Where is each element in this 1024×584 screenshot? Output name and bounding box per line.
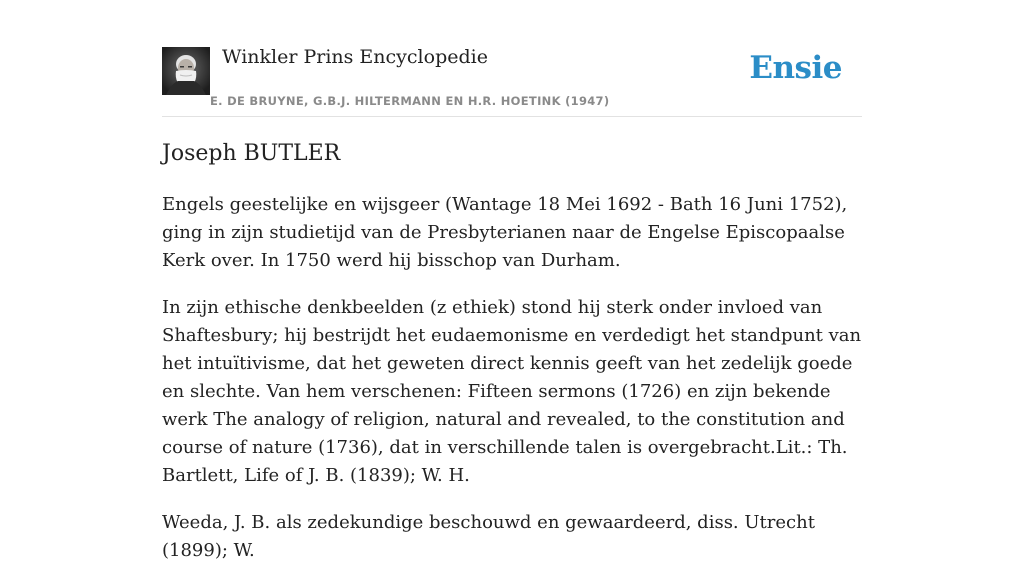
bearded-man-portrait-icon[interactable] (162, 47, 210, 95)
article-title: Joseph BUTLER (162, 141, 341, 166)
article-paragraph: Weeda, J. B. als zedekundige beschouwd en gewaardeerd, diss. Utrecht (1899); W. (162, 512, 815, 561)
ensie-logo-link[interactable]: Ensie (749, 50, 842, 86)
article-body (162, 138, 864, 584)
article-paragraph: Engels geestelijke en wijsgeer (Wantage 18 Mei 1692 - Bath 16 Juni 1752), ging in zijn studietijd van de Presbyterianen naar de Engelse Episcopaalse Kerk over. In 1750 werd hij bisschop van Durham. (162, 194, 848, 271)
article-paragraph: In zijn ethische denkbeelden (z ethiek) stond hij sterk onder invloed van Shaftesbury; hij bestrijdt het eudaemonisme en verdedigt het standpunt van het intuïtivisme, dat het geweten direct kennis geeft van het zedelijk goede en slechte. Van hem verschenen: Fifteen sermons (1726) en zijn bekende werk The analogy of religion, natural and revealed, to the constitution and course of nature (1736), dat in verschillende talen is overgebracht.Lit.: Th. Bartlett, Life of J. B. (1839); W. H. (162, 297, 862, 486)
source-authors: E. DE BRUYNE, G.B.J. HILTERMANN EN H.R. HOETINK (1947) (210, 94, 610, 108)
site-header (162, 40, 862, 117)
site-title[interactable]: Winkler Prins Encyclopedie (222, 46, 488, 68)
